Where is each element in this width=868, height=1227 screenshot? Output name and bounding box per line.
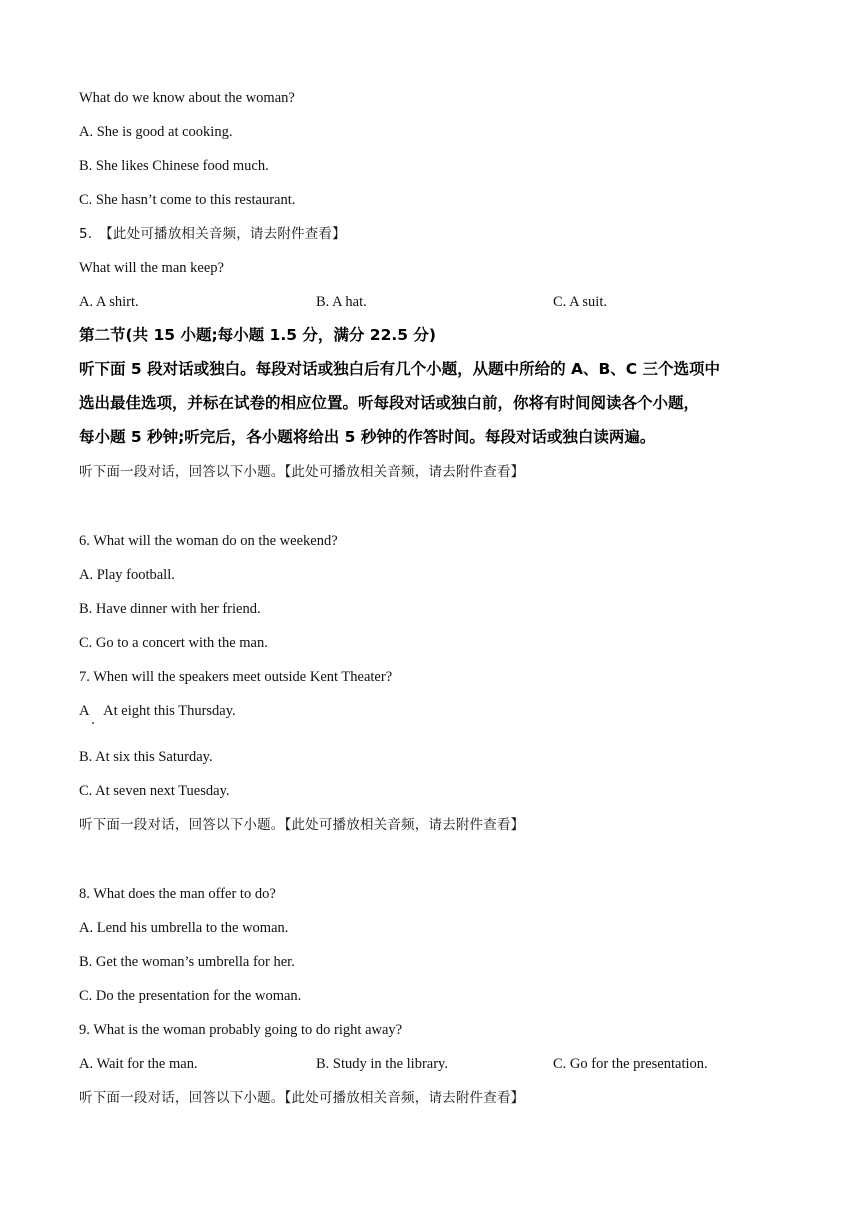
q7-option-b: B. At six this Saturday. <box>79 749 213 765</box>
q8-option-a: A. Lend his umbrella to the woman. <box>79 920 289 936</box>
option-b: B. She likes Chinese food much. <box>79 158 269 174</box>
q6-question: 6. What will the woman do on the weekend? <box>79 533 338 549</box>
q9-option-a: A. Wait for the man. <box>79 1056 198 1072</box>
audio-note-2: 听下面一段对话，回答以下小题。【此处可播放相关音频，请去附件查看】 <box>79 817 525 833</box>
section2-instruction-3: 每小题 5 秒钟;听完后，各小题将给出 5 秒钟的作答时间。每段对话或独白读两遍。 <box>79 428 656 446</box>
q8-question: 8. What does the man offer to do? <box>79 886 276 902</box>
stray-dot <box>92 722 94 724</box>
q5-question: What will the man keep? <box>79 260 224 276</box>
option-c: C. She hasn’t come to this restaurant. <box>79 192 296 208</box>
section2-instruction-1: 听下面 5 段对话或独白。每段对话或独白后有几个小题，从题中所给的 A、B、C 三个选项中 <box>79 360 721 378</box>
audio-note-3: 听下面一段对话，回答以下小题。【此处可播放相关音频，请去附件查看】 <box>79 1090 525 1106</box>
question-text: What do we know about the woman? <box>79 90 295 106</box>
q7-question: 7. When will the speakers meet outside Kent Theater? <box>79 669 393 685</box>
q5-option-b: B. A hat. <box>316 294 367 310</box>
q8-option-b: B. Get the woman’s umbrella for her. <box>79 954 295 970</box>
q9-question: 9. What is the woman probably going to do right away? <box>79 1022 403 1038</box>
q5-option-a: A. A shirt. <box>79 294 139 310</box>
section2-instruction-2: 选出最佳选项，并标在试卷的相应位置。听每段对话或独白前，你将有时间阅读各个小题， <box>79 394 700 412</box>
q7-option-c: C. At seven next Tuesday. <box>79 783 230 799</box>
q8-option-c: C. Do the presentation for the woman. <box>79 988 302 1004</box>
option-a: A. She is good at cooking. <box>79 124 233 140</box>
q9-option-c: C. Go for the presentation. <box>553 1056 708 1072</box>
q6-option-b: B. Have dinner with her friend. <box>79 601 261 617</box>
section2-title: 第二节(共 15 小题;每小题 1.5 分，满分 22.5 分) <box>79 326 437 344</box>
q5-audio-note: 5. 【此处可播放相关音频，请去附件查看】 <box>79 226 346 242</box>
q9-option-b: B. Study in the library. <box>316 1056 448 1072</box>
q6-option-c: C. Go to a concert with the man. <box>79 635 268 651</box>
q5-option-c: C. A suit. <box>553 294 607 310</box>
q7-option-a: A At eight this Thursday. <box>79 703 236 719</box>
audio-note-1: 听下面一段对话，回答以下小题。【此处可播放相关音频，请去附件查看】 <box>79 464 525 480</box>
q6-option-a: A. Play football. <box>79 567 175 583</box>
